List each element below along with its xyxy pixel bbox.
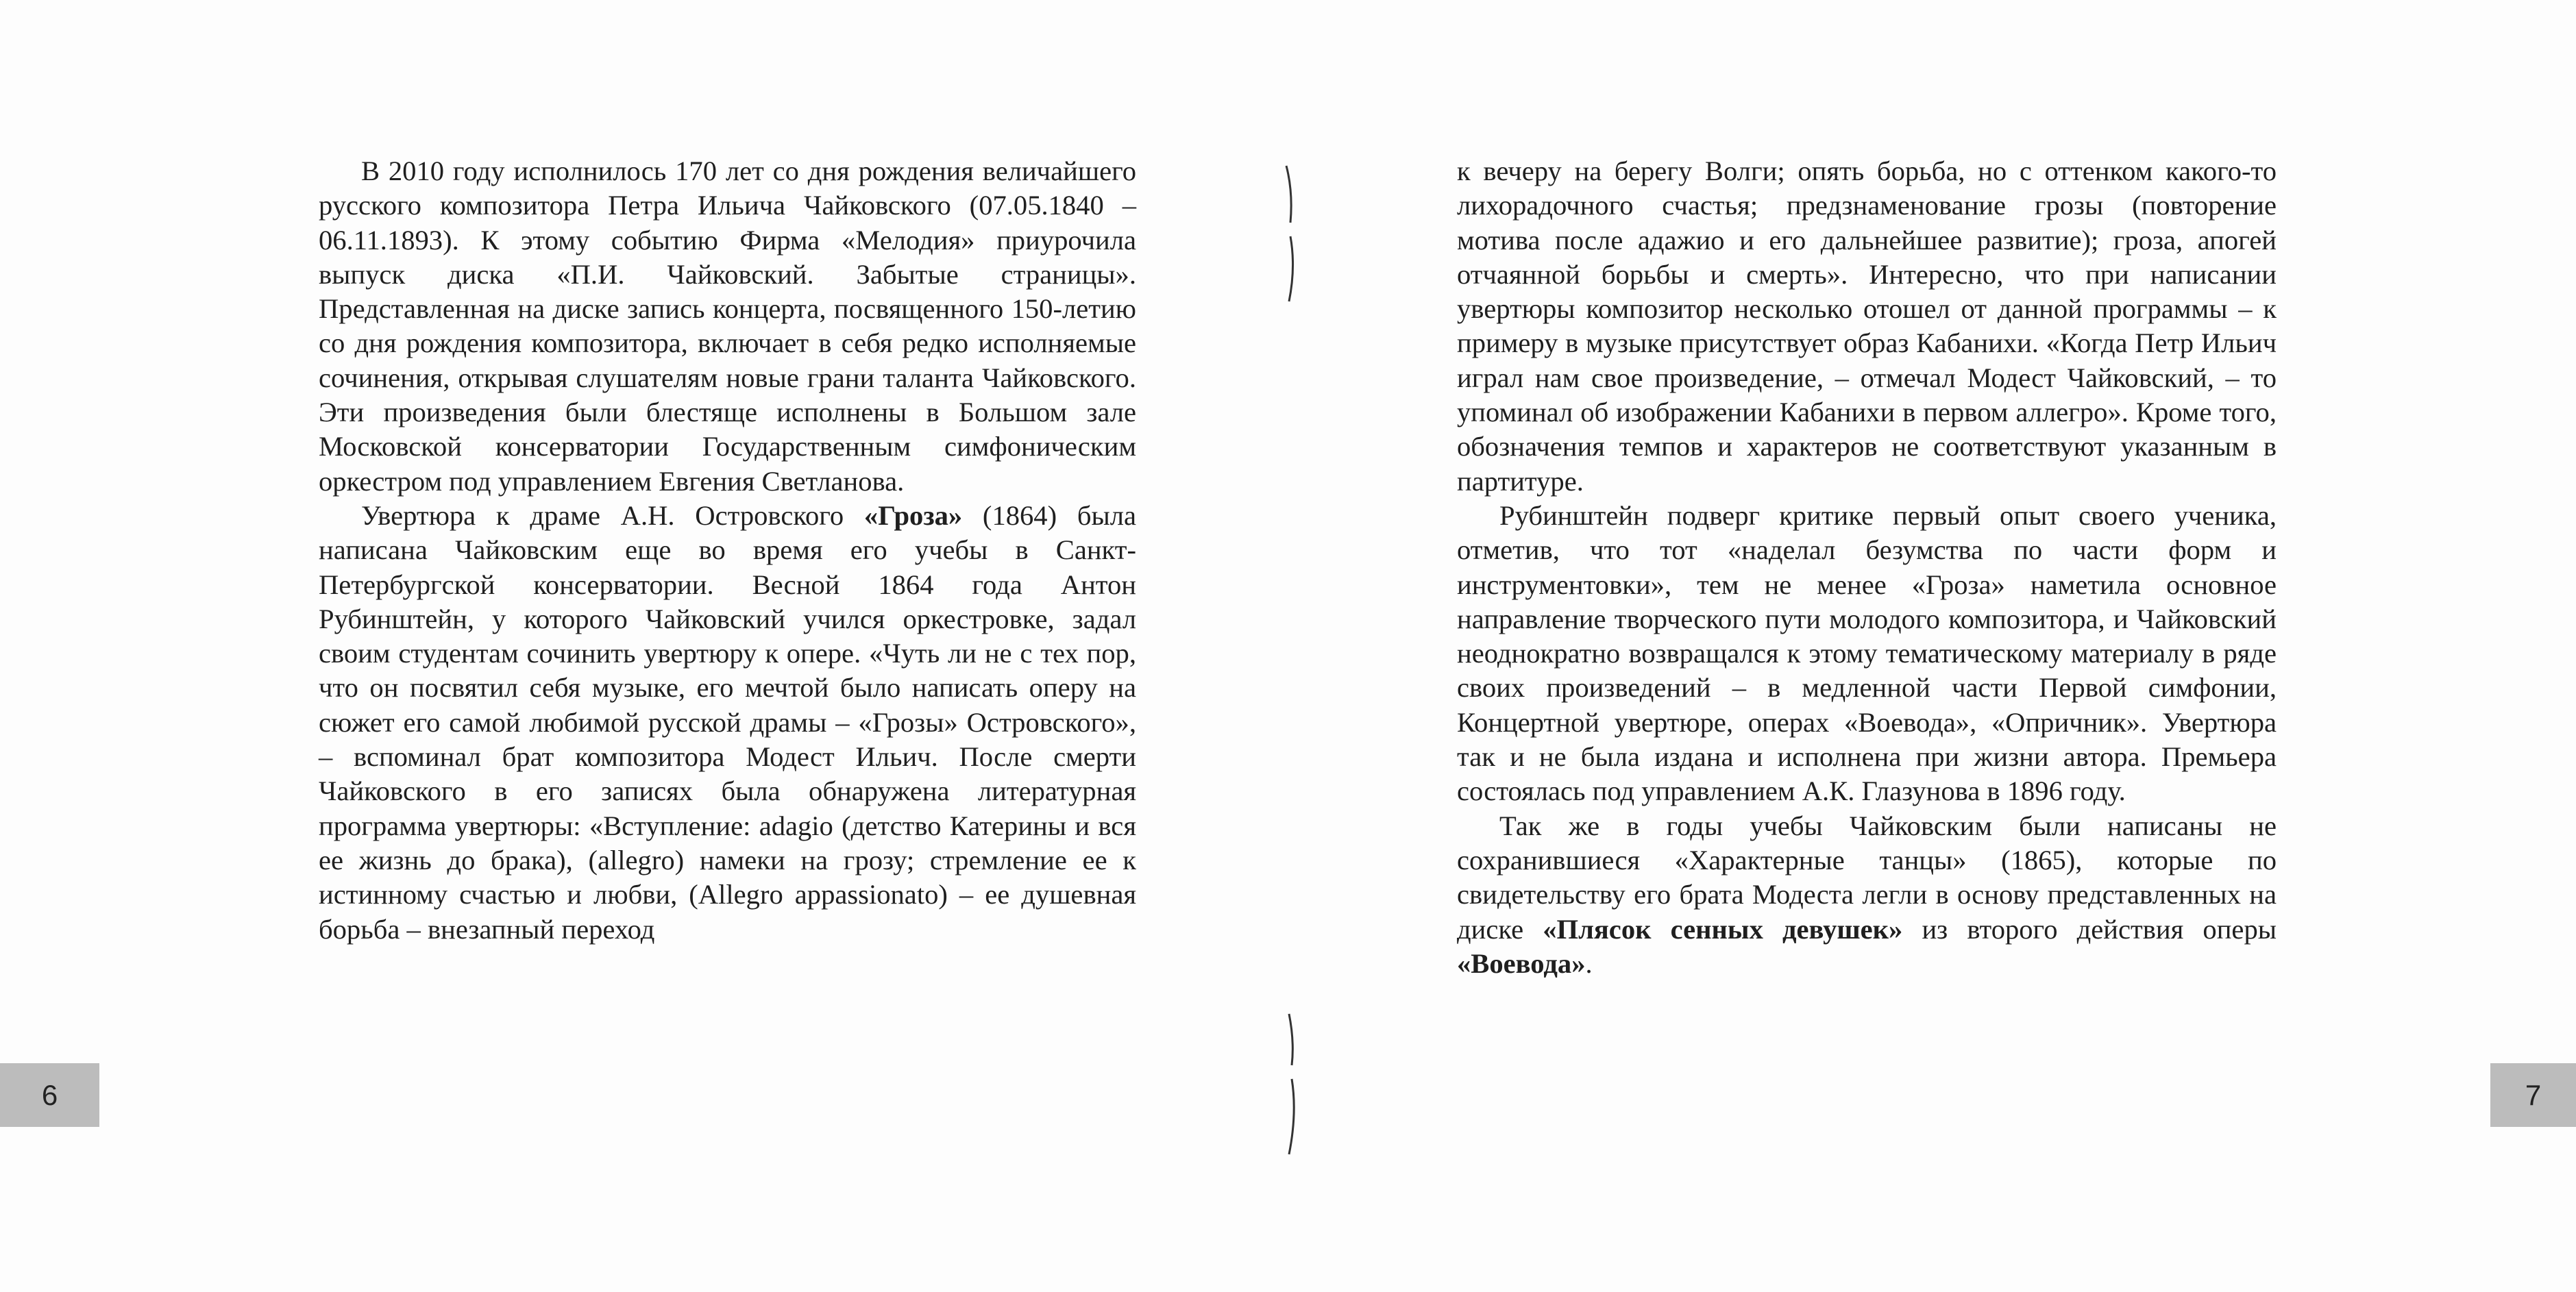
page-number-right: 7 [2490, 1063, 2576, 1127]
right-paragraph-dances: Так же в годы учебы Чайковским были написаны не сохранившиеся «Характерные танцы» (1865), которые по свидетельству его брата Модеста легли в основу представленных на диске «Плясок сенных девушек» из второго действия оперы «Воевода». [1457, 810, 2277, 979]
groza-title: «Гроза» [863, 499, 963, 531]
right-text-column [1457, 154, 2277, 981]
page-number-left: 6 [0, 1063, 99, 1127]
left-text-column [319, 154, 1136, 947]
dances-title: «Плясок сенных девушек» [1543, 913, 1903, 945]
voevoda-title: «Воевода» [1457, 947, 1586, 979]
left-paragraph-groza: Увертюра к драме А.Н. Островского «Гроза» (1864) была написана Чайковским еще во время его учебы в Санкт-Петербургской консерватории. Весной 1864 года Антон Рубинштейн, у которого Чайковский учился оркестровке, задал своим студентам сочинить увертюру к опере. «Чуть ли не с тех пор, что он посвятил себя музыке, его мечтой было написать оперу на сюжет его самой любимой русской драмы – «Грозы» Островского», – вспоминал брат композитора Модест Ильич. После смерти Чайковского в его записях была обнаружена литературная программа увертюры: «Вступление: adagio (детство Катерины и вся ее жизнь до брака), (allegro) намеки на грозу; стремление ее к истинному счастью и любви, (Allegro appassionato) – ее душевная борьба – внезапный переход [319, 499, 1136, 945]
right-paragraph-continuation: к вечеру на берегу Волги; опять борьба, но с оттенком какого-то лихорадочного счастья; предзнаменование грозы (повторение мотива после адажио и его дальнейшее развитие); гроза, апогей отчаянной борьбы и смерть». Интересно, что при написании увертюры композитор несколько отошел от данной программы – к примеру в музыке присутствует образ Кабанихи. «Когда Петр Ильич играл нам свое произведение, – отмечал Модест Чайковский, – то упоминал об изображении Кабанихи в первом аллегро». Кроме того, обозначения темпов и характеров не соответствуют указанным в партитуре. [1457, 156, 2277, 497]
right-page [1288, 0, 2576, 1292]
left-paragraph-intro: В 2010 году исполнилось 170 лет со дня рождения величайшего русского композитора Петра Ильича Чайковского (07.05.1840 – 06.11.1893). К этому событию Фирма «Мелодия» приурочила выпуск диска «П.И. Чайковский. Забытые страницы». Представленная на диске запись концерта, посвященного 150-летию со дня рождения композитора, включает в себя редко исполняемые сочинения, открывая слушателям новые грани таланта Чайковского. Эти произведения были блестяще исполнены в Большом зале Московской консерватории Государственным симфоническим оркестром под управлением Евгения Светланова. [319, 156, 1136, 497]
right-paragraph-rubinstein: Рубинштейн подверг критике первый опыт своего ученика, отметив, что тот «наделал безумства по части форм и инструментовки», тем не менее «Гроза» наметила основное направление творческого пути молодого композитора, и Чайковский неоднократно возвращался к этому тематическому материалу в ряде своих произведений – в медленной части Первой симфонии, Концертной увертюре, операх «Воевода», «Опричник». Увертюра так и не была издана и исполнена при жизни автора. Премьера состоялась под управлением А.К. Глазунова в 1896 году. [1457, 499, 2277, 807]
